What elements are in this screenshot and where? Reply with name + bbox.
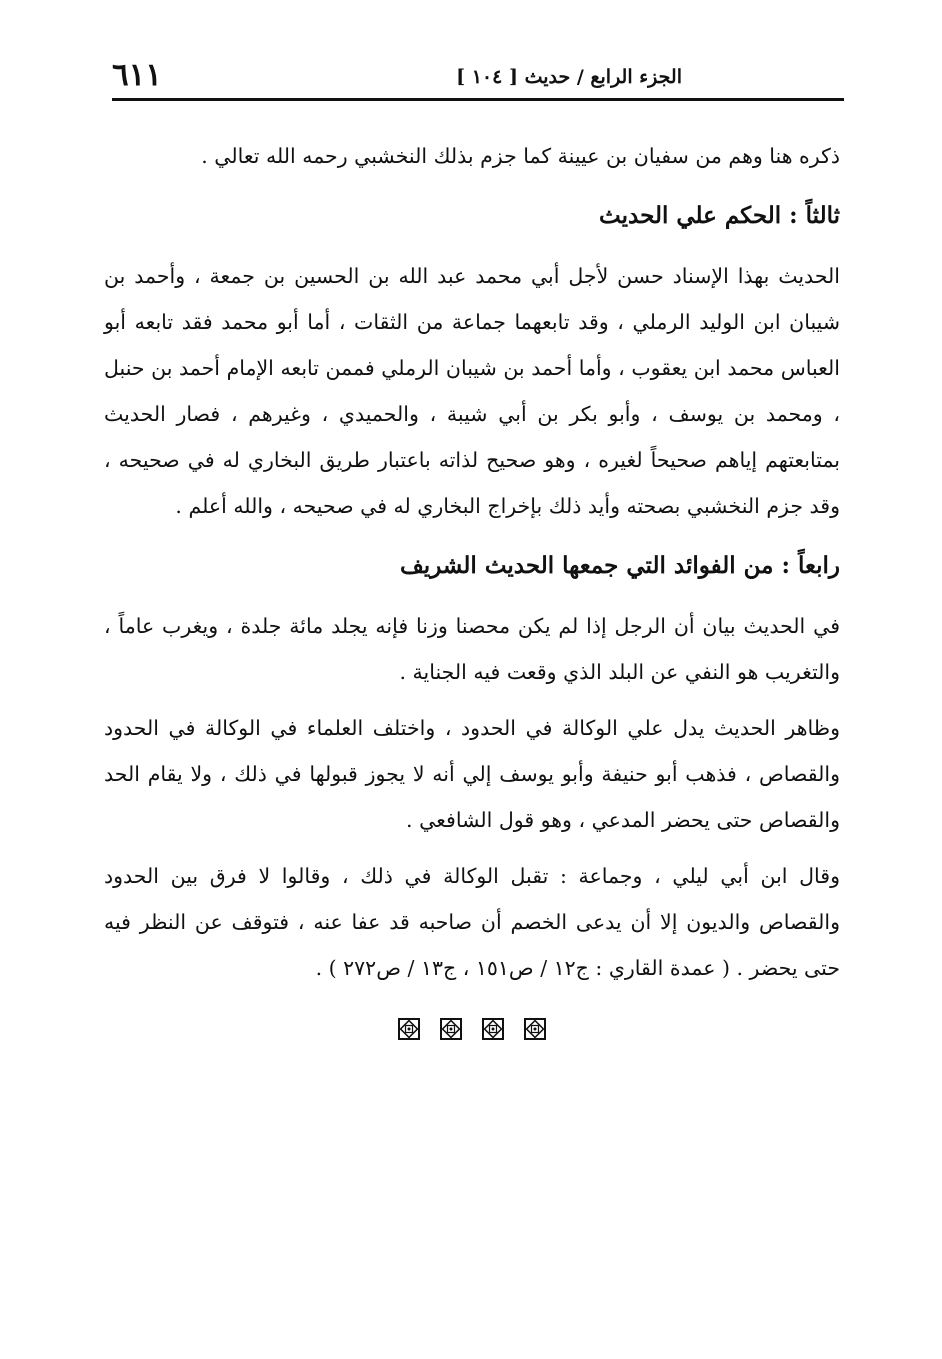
- header-rule: [112, 98, 844, 101]
- paragraph-benefit-3: وقال ابن أبي ليلي ، وجماعة : تقبل الوكالة في ذلك ، وقالوا لا فرق بين الحدود والقصاص والديون إلا أن يدعى الخصم أن صاحبه قد عفا عنه ، فتوقف عن النظر فيه حتى يحضر . ( عمدة القاري : ج١٢ / ص١٥١ ، ج١٣ / ص٢٧٢ ) .: [104, 864, 840, 980]
- page-number: ٦١١: [112, 57, 162, 93]
- paragraph-benefit-2: وظاهر الحديث يدل علي الوكالة في الحدود ، واختلف العلماء في الوكالة في الحدود والقصاص ، فذهب أبو حنيفة وأبو يوسف إلي أنه لا يجوز قبولها في ذلك ، ولا يقام الحد والقصاص حتى يحضر المدعي ، وهو قول الشافعي .: [104, 716, 840, 832]
- ornament-icon: [440, 1018, 462, 1040]
- ornament-icon: [524, 1018, 546, 1040]
- heading-benefits: رابعاً : من الفوائد التي جمعها الحديث الشريف: [400, 552, 840, 579]
- ornament-icon: [398, 1018, 420, 1040]
- heading-ruling: ثالثاً : الحكم علي الحديث: [599, 202, 840, 229]
- ornament-icon: [482, 1018, 504, 1040]
- end-ornaments: [398, 1016, 546, 1042]
- running-header: [112, 58, 842, 94]
- paragraph-ruling: الحديث بهذا الإسناد حسن لأجل أبي محمد عبد الله بن الحسين بن جمعة ، وأحمد بن شيبان ابن الوليد الرملي ، وقد تابعهما جماعة من الثقات ، أما أبو محمد فقد تابعه أبو العباس محمد ابن يعقوب ، وأما أحمد بن شيبان الرملي فممن تابعه الإمام أحمد بن حنبل ، ومحمد بن يوسف ، وأبو بكر بن أبي شيبة ، والحميدي ، وغيرهم ، فصار الحديث بمتابعتهم إياهم صحيحاً لغيره ، وهو صحيح لذاته باعتبار طريق البخاري له في صحيحه ، وقد جزم النخشبي بصحته وأيد ذلك بإخراج البخاري له في صحيحه ، والله أعلم .: [104, 264, 840, 518]
- paragraph-intro: ذكره هنا وهم من سفيان بن عيينة كما جزم بذلك النخشبي رحمه الله تعالي .: [201, 144, 840, 168]
- page-body: [104, 133, 840, 1001]
- header-title: الجزء الرابع / حديث [ ١٠٤ ]: [456, 66, 682, 88]
- paragraph-benefit-1: في الحديث بيان أن الرجل إذا لم يكن محصنا وزنا فإنه يجلد مائة جلدة ، ويغرب عاماً ، والتغريب هو النفي عن البلد الذي وقعت فيه الجناية .: [104, 614, 840, 684]
